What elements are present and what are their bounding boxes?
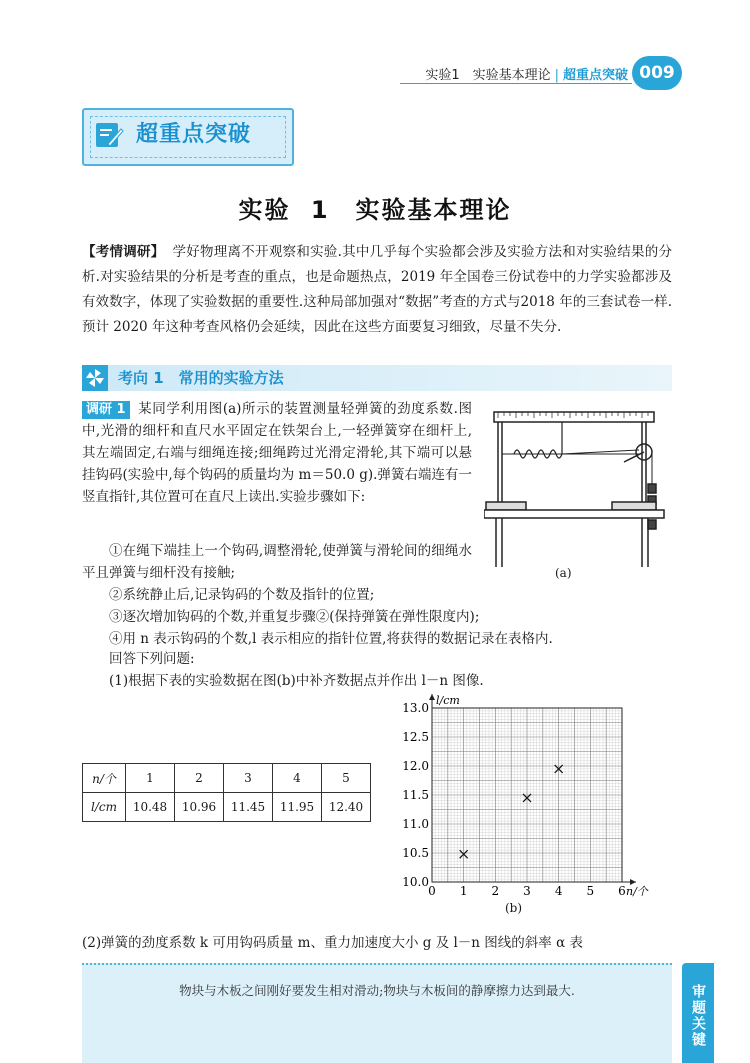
y-tick-label: 10.5 (402, 846, 429, 860)
problem-badge: 调研 1 (82, 401, 130, 419)
step-3: ③逐次增加钩码的个数,并重复步骤②(保持弹簧在弹性限度内); (109, 609, 480, 625)
problem-statement (82, 398, 472, 508)
table-cell: 3 (224, 764, 273, 793)
tick-labels (402, 701, 626, 898)
x-tick-label: 0 (428, 884, 436, 898)
table-row (83, 793, 371, 822)
x-tick-label: 2 (491, 884, 500, 898)
table-cell: 1 (126, 764, 175, 793)
table-cell: 10.48 (126, 793, 175, 822)
y-tick-label: 10.0 (402, 875, 429, 889)
x-tick-label: 3 (523, 884, 531, 898)
y-tick-label: 13.0 (402, 701, 429, 715)
header-section: 实验1 实验基本理论 (425, 68, 551, 83)
y-axis-label: l/cm (436, 694, 460, 707)
table-cell: 11.95 (273, 793, 322, 822)
question-2: (2)弹簧的劲度系数 k 可用钩码质量 m、重力加速度大小 g 及 l－n 图线的斜率 α 表 (82, 935, 583, 951)
table-cell: 11.45 (224, 793, 273, 822)
table-cell: 12.40 (322, 793, 371, 822)
y-tick-label: 11.0 (402, 817, 429, 831)
y-tick-label: 12.5 (402, 730, 429, 744)
intro-paragraph (82, 240, 672, 340)
header-rule (400, 83, 632, 84)
y-tick-label: 12.0 (402, 759, 429, 773)
x-axis-label: n/个 (626, 885, 648, 898)
x-tick-label: 1 (459, 884, 468, 898)
page-number: 009 (632, 56, 682, 90)
x-tick-label: 5 (586, 884, 595, 898)
x-tick-label: 4 (554, 884, 563, 898)
x-tick-label: 6 (618, 884, 626, 898)
banner-text: 超重点突破 (136, 122, 252, 147)
l-n-chart (390, 692, 670, 902)
step-4: ④用 n 表示钩码的个数,l 表示相应的指针位置,将获得的数据记录在表格内. (109, 631, 553, 647)
data-table (82, 763, 371, 822)
apparatus-figure (484, 402, 674, 572)
answer-prompt: 回答下列问题: (109, 651, 195, 667)
section-title: 考向 1 常用的实验方法 (118, 369, 284, 387)
step-2: ②系统静止后,记录钩码的个数及指针的位置; (109, 587, 375, 603)
pencil-note-icon (94, 120, 124, 150)
table-cell: l/cm (83, 793, 126, 822)
y-axis-arrow (429, 694, 435, 700)
section-heading-bar (82, 365, 672, 391)
problem-text: 某同学利用图(a)所示的装置测量轻弹簧的劲度系数.图中,光滑的细杆和直尺水平固定在铁架台上,一轻弹簧穿在细杆上,其左端固定,右端与细绳连接;细绳跨过光滑定滑轮,其下端可以悬挂钩码(实验中,每个钩码的质量均为 m＝50.0 g).弹簧右端连有一竖直指针,其位置可在直尺上读出.实验步骤如下: (82, 401, 472, 505)
pinwheel-icon (82, 365, 108, 391)
table-cell: 5 (322, 764, 371, 793)
running-header: 实验1 实验基本理论 | 超重点突破 (425, 68, 628, 83)
question-1: (1)根据下表的实验数据在图(b)中补齐数据点并作出 l－n 图像. (109, 673, 484, 689)
figure-a-caption: (a) (555, 566, 572, 580)
table-cell: 2 (175, 764, 224, 793)
table-cell: 10.96 (175, 793, 224, 822)
step-1: ①在绳下端挂上一个钩码,调整滑轮,使弹簧与滑轮间的细绳水平且弹簧与细杆没有接触; (82, 543, 472, 581)
table-cell: 4 (273, 764, 322, 793)
page-title: 实验 1 实验基本理论 (238, 196, 512, 224)
hint-box (82, 963, 672, 1063)
header-highlight: 超重点突破 (562, 68, 628, 83)
figure-b-caption: (b) (505, 901, 523, 915)
table-cell: n/个 (83, 764, 126, 793)
hint-text: 物块与木板之间刚好要发生相对滑动;物块与木板间的静摩擦力达到最大. (179, 983, 575, 998)
intro-tag: 【考情调研】 (82, 244, 165, 260)
side-tab: 审题关键 (682, 963, 714, 1063)
section-banner (82, 108, 294, 166)
intro-text: 学好物理离不开观察和实验.其中几乎每个实验都会涉及实验方法和对实验结果的分析.对实验结果的分析是考查的重点，也是命题热点，2019 年全国卷三份试卷中的力学实验都涉及有效数字，体现了实验数据的重要性.这种局部加强对“数据”考查的方式与2018 年的三套试卷一样.预计 2020 年这种考查风格仍会延续，因此在这些方面要复习细致，尽量不失分. (82, 244, 672, 335)
y-tick-label: 11.5 (402, 788, 429, 802)
table-row (83, 764, 371, 793)
